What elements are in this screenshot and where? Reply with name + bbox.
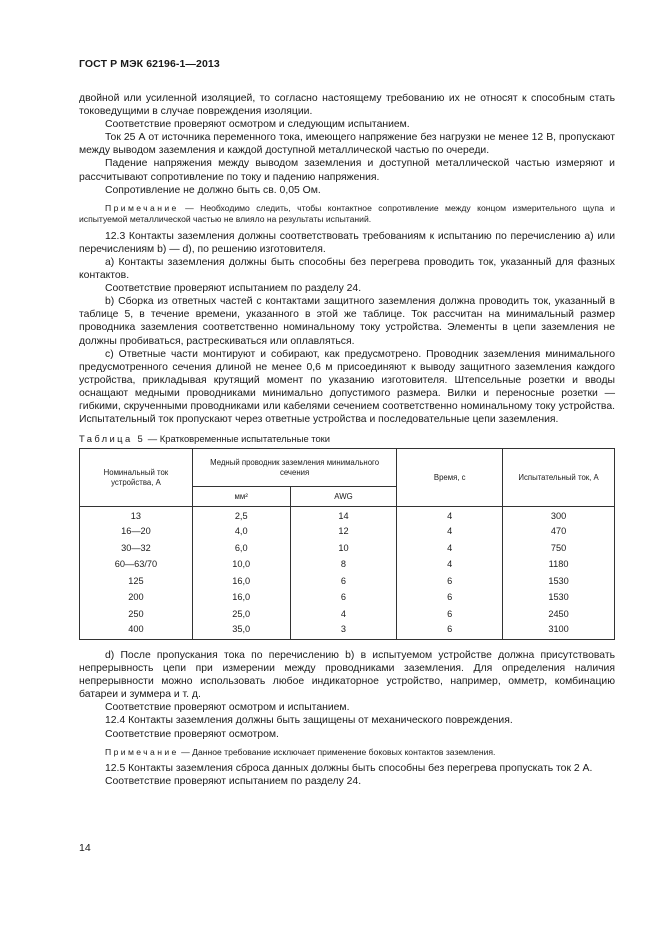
cell-test-current: 1530: [503, 590, 615, 607]
paragraph: а) Контакты заземления должны быть способны без перегрева проводить ток, указанный для фазных контактов.: [79, 256, 615, 282]
cell-rated-current: 60—63/70: [80, 557, 193, 574]
test-currents-table: [79, 448, 615, 640]
cell-test-current: 1530: [503, 573, 615, 590]
table-row: [80, 606, 615, 623]
paragraph: с) Ответные части монтируют и собирают, как предусмотрено. Проводник заземления минимального предусмотренного сечения длиной не менее 0,6 м присоединяют к выводу защитного заземления каждого устройства, прикладывая крутящий момент по указанию изготовителя. Штепсельные розетки и вводы оснащают медными проводниками минимально допустимого размера. Вилки и переносные розетки — гибкими, скрученными проводниками или кабелями сечением соответственно номинальному току устройства. Испытательный ток пропускают через ответные устройства и последовательные цепи заземления.: [79, 348, 615, 426]
cell-mm2: 25,0: [192, 606, 290, 623]
cell-time: 4: [397, 523, 503, 540]
cell-awg: 4: [290, 606, 397, 623]
note-text: — Необходимо следить, чтобы контактное сопротивление между концом измерительного щупа и испытуемой металлической частью не влияло на результаты испытаний.: [79, 202, 615, 225]
cell-mm2: 16,0: [192, 590, 290, 607]
page-body: [79, 92, 615, 788]
cell-awg: 8: [290, 557, 397, 574]
cell-rated-current: 400: [80, 623, 193, 640]
paragraph: 12.5 Контакты заземления сброса данных должны быть способны без перегрева пропускать ток 2 А.: [105, 763, 593, 775]
table-row: [80, 507, 615, 524]
paragraph: Соответствие проверяют осмотром и испытанием.: [105, 702, 350, 714]
note-label: Примечание: [105, 746, 179, 757]
cell-time: 4: [397, 540, 503, 557]
cell-mm2: 35,0: [192, 623, 290, 640]
cell-rated-current: 16—20: [80, 523, 193, 540]
cell-rated-current: 30—32: [80, 540, 193, 557]
paragraph: Падение напряжения между выводом заземления и доступной металлической частью измеряют и рассчитывают сопротивление по току и падению напряжения.: [79, 158, 615, 183]
paragraph: Соответствие проверяют осмотром и следующим испытанием.: [105, 119, 410, 131]
note-label: Примечание: [105, 202, 179, 213]
paragraph: d) После пропускания тока по перечислению b) в испытуемом устройстве должна присутствовать непрерывность цепи при измерении между проводниками заземления. Для определения наличия непрерывности можно использовать любое индикаторное устройство, например, омметр, комбинацию батареи и зуммера и т. д.: [79, 650, 615, 701]
note: [79, 747, 615, 759]
paragraph: Соответствие проверяют испытанием по разделу 24.: [105, 776, 362, 788]
cell-test-current: 1180: [503, 557, 615, 574]
cell-rated-current: 200: [80, 590, 193, 607]
cell-test-current: 470: [503, 523, 615, 540]
cell-rated-current: 125: [80, 573, 193, 590]
paragraph: 12.4 Контакты заземления должны быть защищены от механического повреждения.: [105, 715, 513, 727]
header-mm2: мм²: [192, 487, 290, 507]
header-awg: AWG: [290, 487, 397, 507]
cell-test-current: 300: [503, 507, 615, 524]
cell-time: 6: [397, 590, 503, 607]
note-text: — Данное требование исключает применение боковых контактов заземления.: [178, 746, 496, 757]
paragraph: Ток 25 А от источника переменного тока, имеющего напряжение без нагрузки не менее 12 В, пропускают между выводом заземления и каждой доступной металлической частью по очереди.: [79, 132, 615, 157]
cell-mm2: 4,0: [192, 523, 290, 540]
cell-mm2: 10,0: [192, 557, 290, 574]
cell-test-current: 3100: [503, 623, 615, 640]
header-test-current: Испытательный ток, А: [503, 449, 615, 507]
note: [79, 203, 615, 226]
cell-awg: 6: [290, 590, 397, 607]
cell-time: 4: [397, 507, 503, 524]
cell-time: 4: [397, 557, 503, 574]
table-row: [80, 557, 615, 574]
document-header: ГОСТ Р МЭК 62196-1—2013: [79, 58, 220, 70]
cell-awg: 10: [290, 540, 397, 557]
table-row: [80, 590, 615, 607]
table-row: [80, 540, 615, 557]
cell-rated-current: 250: [80, 606, 193, 623]
page-number: 14: [79, 842, 91, 854]
cell-awg: 6: [290, 573, 397, 590]
cell-mm2: 6,0: [192, 540, 290, 557]
cell-time: 6: [397, 606, 503, 623]
paragraph: Соответствие проверяют осмотром.: [105, 728, 279, 740]
cell-test-current: 2450: [503, 606, 615, 623]
cell-awg: 12: [290, 523, 397, 540]
paragraph: b) Сборка из ответных частей с контактами защитного заземления должна проводить ток, указанный в таблице 5, в течение времени, указанного в этой же таблице. Ток рассчитан на минимальный размер проводника заземления соответственно номинальному току устройства. Элементы в цепи заземления не должны пробиваться, растрескиваться или оплавляться.: [79, 296, 615, 347]
header-time: Время, с: [397, 449, 503, 507]
cell-mm2: 2,5: [192, 507, 290, 524]
cell-time: 6: [397, 623, 503, 640]
cell-time: 6: [397, 573, 503, 590]
paragraph: Соответствие проверяют испытанием по разделу 24.: [105, 283, 362, 295]
cell-awg: 3: [290, 623, 397, 640]
paragraph: Сопротивление не должно быть св. 0,05 Ом.: [105, 184, 321, 196]
table-caption: [79, 432, 615, 445]
paragraph: двойной или усиленной изоляцией, то согласно настоящему требованию их не относят к способным стать токоведущими в случае повреждения изоляции.: [79, 93, 615, 118]
header-conductor: Медный проводник заземления минимального сечения: [192, 449, 397, 487]
table-row: [80, 573, 615, 590]
table-row: [80, 523, 615, 540]
paragraph: 12.3 Контакты заземления должны соответствовать требованиям к испытанию по перечислению а) или перечислениям b) — d), по решению изготовителя.: [79, 230, 615, 255]
cell-rated-current: 13: [80, 507, 193, 524]
table-caption-text: — Кратковременные испытательные токи: [145, 433, 331, 445]
cell-test-current: 750: [503, 540, 615, 557]
header-rated-current: Номинальный ток устройства, А: [80, 449, 193, 507]
cell-mm2: 16,0: [192, 573, 290, 590]
cell-awg: 14: [290, 507, 397, 524]
table-row: [80, 623, 615, 640]
table-caption-label: Таблица 5: [79, 433, 146, 445]
